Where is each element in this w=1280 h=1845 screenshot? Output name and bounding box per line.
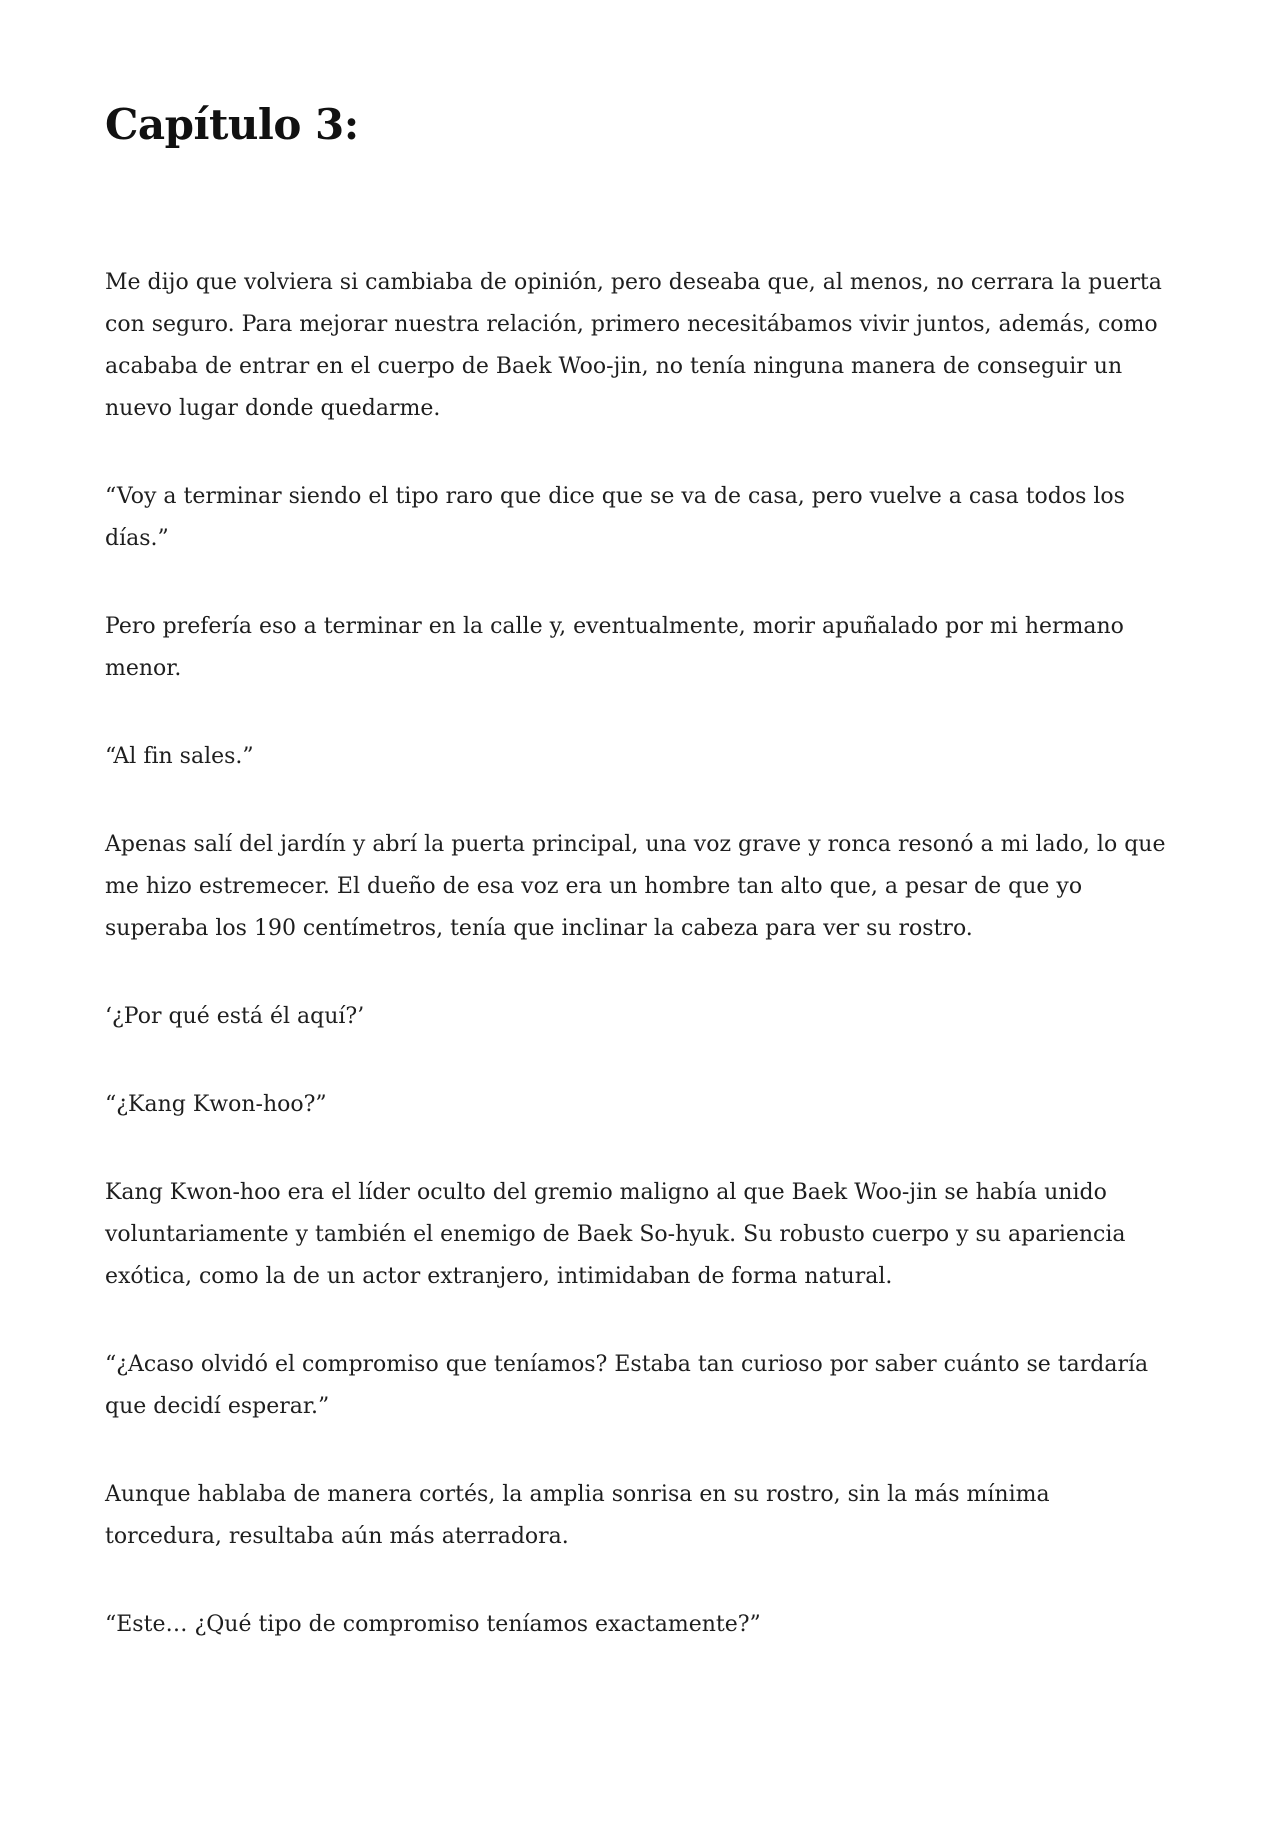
paragraph: Aunque hablaba de manera cortés, la amplia sonrisa en su rostro, sin la más mínima torcedura, resultaba aún más aterradora. (105, 1482, 1050, 1550)
chapter-body (105, 262, 1173, 1646)
paragraph: “Voy a terminar siendo el tipo raro que dice que se va de casa, pero vuelve a casa todos los días.” (105, 484, 1125, 552)
paragraph: “¿Acaso olvidó el compromiso que teníamos? Estaba tan curioso por saber cuánto se tardaría que decidí esperar.” (105, 1352, 1149, 1420)
chapter-title: Capítulo 3: (105, 100, 359, 149)
paragraph: “Al fin sales.” (105, 744, 254, 770)
paragraph: ‘¿Por qué está él aquí?’ (105, 1004, 365, 1030)
paragraph: Apenas salí del jardín y abrí la puerta principal, una voz grave y ronca resonó a mi lado, lo que me hizo estremecer. El dueño de esa voz era un hombre tan alto que, a pesar de que yo superaba los 190 centímetros, tenía que inclinar la cabeza para ver su rostro. (105, 832, 1166, 942)
paragraph: Kang Kwon-hoo era el líder oculto del gremio maligno al que Baek Woo-jin se había unido voluntariamente y también el enemigo de Baek So-hyuk. Su robusto cuerpo y su apariencia exótica, como la de un actor extranjero, intimidaban de forma natural. (105, 1180, 1126, 1290)
paragraph: “Este… ¿Qué tipo de compromiso teníamos exactamente?” (105, 1612, 761, 1638)
paragraph: Pero prefería eso a terminar en la calle y, eventualmente, morir apuñalado por mi hermano menor. (105, 614, 1124, 682)
paragraph: “¿Kang Kwon-hoo?” (105, 1092, 327, 1118)
paragraph: Me dijo que volviera si cambiaba de opinión, pero deseaba que, al menos, no cerrara la puerta con seguro. Para mejorar nuestra relación, primero necesitábamos vivir juntos, además, como acababa de entrar en el cuerpo de Baek Woo-jin, no tenía ninguna manera de conseguir un nuevo lugar donde quedarme. (105, 270, 1162, 422)
